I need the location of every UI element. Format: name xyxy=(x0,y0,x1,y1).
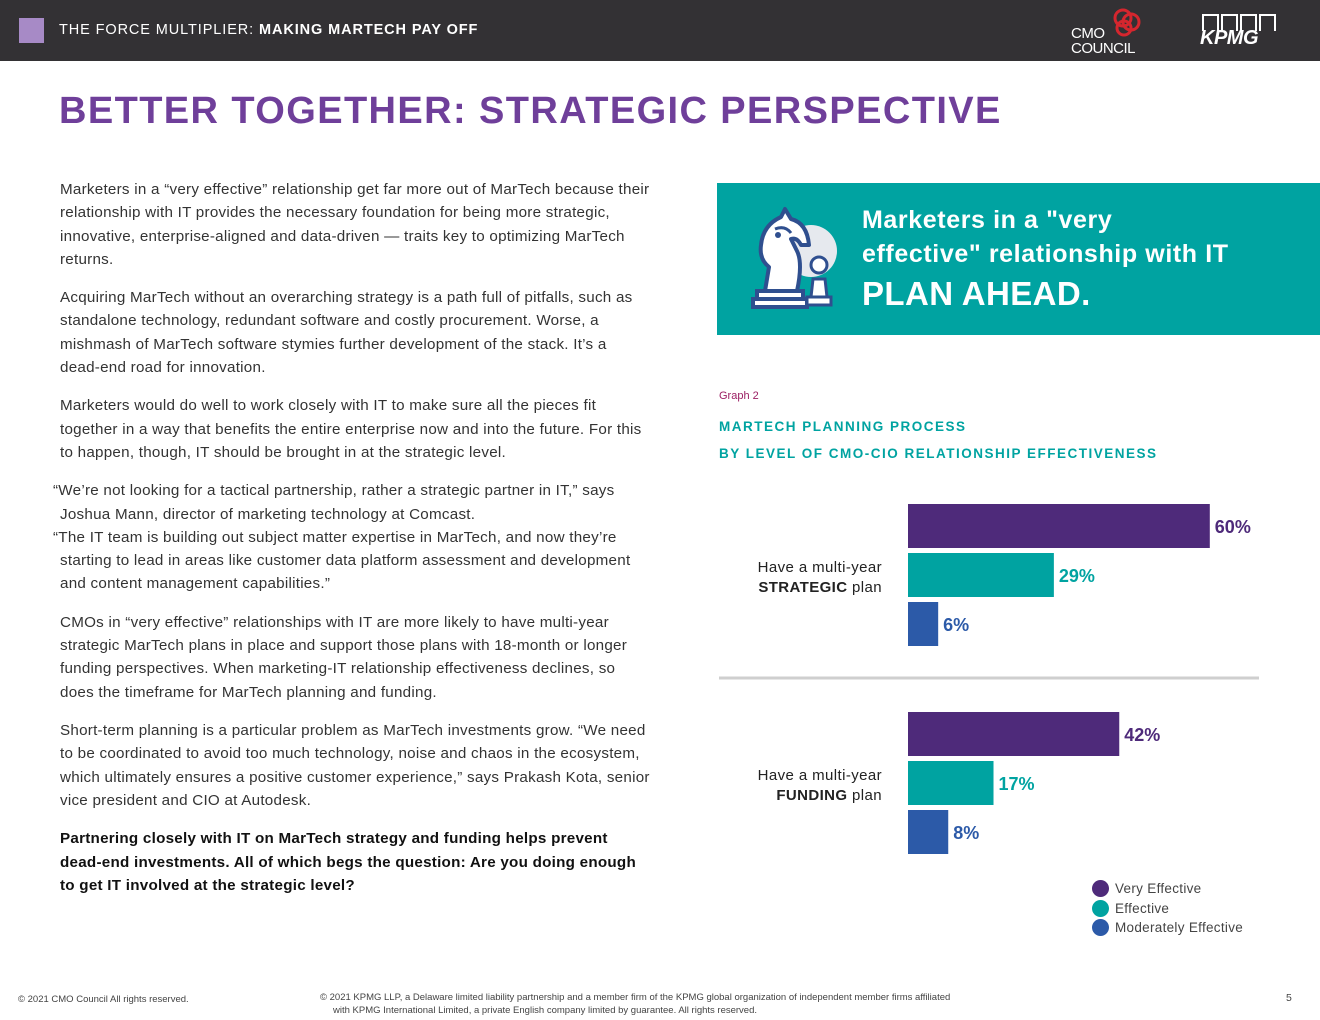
bar-very-effective-1 xyxy=(908,712,1119,756)
graph-number-label: Graph 2 xyxy=(719,390,759,402)
paragraph-quote-a: “We’re not looking for a tactical partnership, rather a strategic partner in IT,” says Joshua Mann, director of marketing technology at Comcast. xyxy=(53,482,615,523)
bar-very-effective-0 xyxy=(908,504,1210,548)
chess-knight-icon xyxy=(745,205,841,311)
data-label: 6% xyxy=(943,615,970,635)
data-label: 42% xyxy=(1124,725,1161,745)
callout-emphasis: PLAN AHEAD. xyxy=(862,275,1091,312)
legend-swatch xyxy=(1092,919,1109,936)
body-text xyxy=(53,178,650,913)
footer-cmo-copyright: © 2021 CMO Council All rights reserved. xyxy=(18,994,189,1005)
callout-box xyxy=(717,183,1320,335)
cmo-logo-line1: CMO xyxy=(1071,25,1105,42)
page-headline: BETTER TOGETHER: STRATEGIC PERSPECTIVE xyxy=(59,90,1002,132)
legend-item-effective xyxy=(1092,899,1243,919)
callout-line-1: Marketers in a "very xyxy=(862,206,1113,234)
bar-chart xyxy=(700,490,1300,870)
legend-item-moderately-effective xyxy=(1092,918,1243,938)
paragraph-quote-b: “The IT team is building out subject matter expertise in MarTech, and now they’re starting to lead in areas like customer data platform assessment and development and content management capabilities.” xyxy=(53,528,631,593)
cmo-council-logo xyxy=(1070,6,1148,56)
legend-label: Very Effective xyxy=(1115,881,1202,897)
paragraph-3: Marketers would do well to work closely with IT to make sure all the pieces fit together in a way that benefits the entire enterprise now and into the future. For this to happen, though, IT should be brought in at the strategic level. xyxy=(60,397,642,461)
footer-kpmg-line-1: © 2021 KPMG LLP, a Delaware limited liability partnership and a member firm of the KPMG global organization of independent member firms affiliated xyxy=(320,992,951,1003)
category-label-line-1: Have a multi-year xyxy=(757,767,882,784)
data-label: 17% xyxy=(998,774,1035,794)
chart-title-line-1: MARTECH PLANNING PROCESS xyxy=(719,419,967,434)
legend-swatch xyxy=(1092,880,1109,897)
legend-swatch xyxy=(1092,900,1109,917)
kpmg-logo-text: KPMG xyxy=(1200,27,1258,49)
bar-effective-0 xyxy=(908,553,1054,597)
bar-moderately-effective-1 xyxy=(908,810,948,854)
category-label-line-2: FUNDING plan xyxy=(776,787,882,804)
kpmg-logo xyxy=(1198,12,1280,48)
paragraph-1: Marketers in a “very effective” relationship get far more out of MarTech because their relationship with IT provides the necessary foundation for being more strategic, innovative, enterprise-aligned and data-driven — traits key to optimizing MarTech returns. xyxy=(60,181,650,268)
legend-item-very-effective xyxy=(1092,879,1243,899)
chart-legend xyxy=(1092,879,1243,938)
cmo-logo-line2: COUNCIL xyxy=(1071,40,1136,57)
category-label-line-1: Have a multi-year xyxy=(757,559,882,576)
header-bar xyxy=(0,0,1320,61)
bar-chart-svg xyxy=(700,490,1300,870)
chart-title-line-2: BY LEVEL OF CMO-CIO RELATIONSHIP EFFECTIVENESS xyxy=(719,446,1158,461)
data-label: 8% xyxy=(953,823,980,843)
document-title: THE FORCE MULTIPLIER: MAKING MARTECH PAY OFF xyxy=(59,22,479,38)
paragraph-5: CMOs in “very effective” relationships with IT are more likely to have multi-year strategic MarTech plans in place and support those plans with 18-month or longer funding perspectives. When marketing-IT relationship effectiveness declines, so does the timeframe for MarTech planning and funding. xyxy=(60,613,628,701)
legend-label: Moderately Effective xyxy=(1115,920,1244,936)
footer-kpmg-copyright xyxy=(320,992,950,1017)
bar-moderately-effective-0 xyxy=(908,602,938,646)
bar-effective-1 xyxy=(908,761,994,805)
footer-kpmg-line-2: with KPMG International Limited, a private English company limited by guarantee. All rights reserved. xyxy=(333,1004,758,1016)
data-label: 29% xyxy=(1058,566,1095,586)
header-accent-square xyxy=(19,18,44,43)
page-number: 5 xyxy=(1286,992,1292,1004)
category-label-line-2: STRATEGIC plan xyxy=(758,579,882,596)
paragraph-2: Acquiring MarTech without an overarching strategy is a path full of pitfalls, such as standalone technology, redundant software and costly procurement. Worse, a mishmash of MarTech software stymies further development of the stack. It’s a dead-end road for innovation. xyxy=(60,289,633,377)
paragraph-6: Short-term planning is a particular problem as MarTech investments grow. “We need to be coordinated to avoid too much technology, noise and chaos in the ecosystem, which ultimately ensures a positive customer experience,” says Prakash Kota, senior vice president and CIO at Autodesk. xyxy=(60,721,650,809)
legend-label: Effective xyxy=(1115,900,1170,916)
paragraph-conclusion: Partnering closely with IT on MarTech strategy and funding helps prevent dead-end investments. All of which begs the question: Are you doing enough to get IT involved at the strategic level? xyxy=(60,830,636,895)
callout-line-2: effective" relationship with IT xyxy=(862,240,1229,268)
data-label: 60% xyxy=(1214,517,1251,537)
